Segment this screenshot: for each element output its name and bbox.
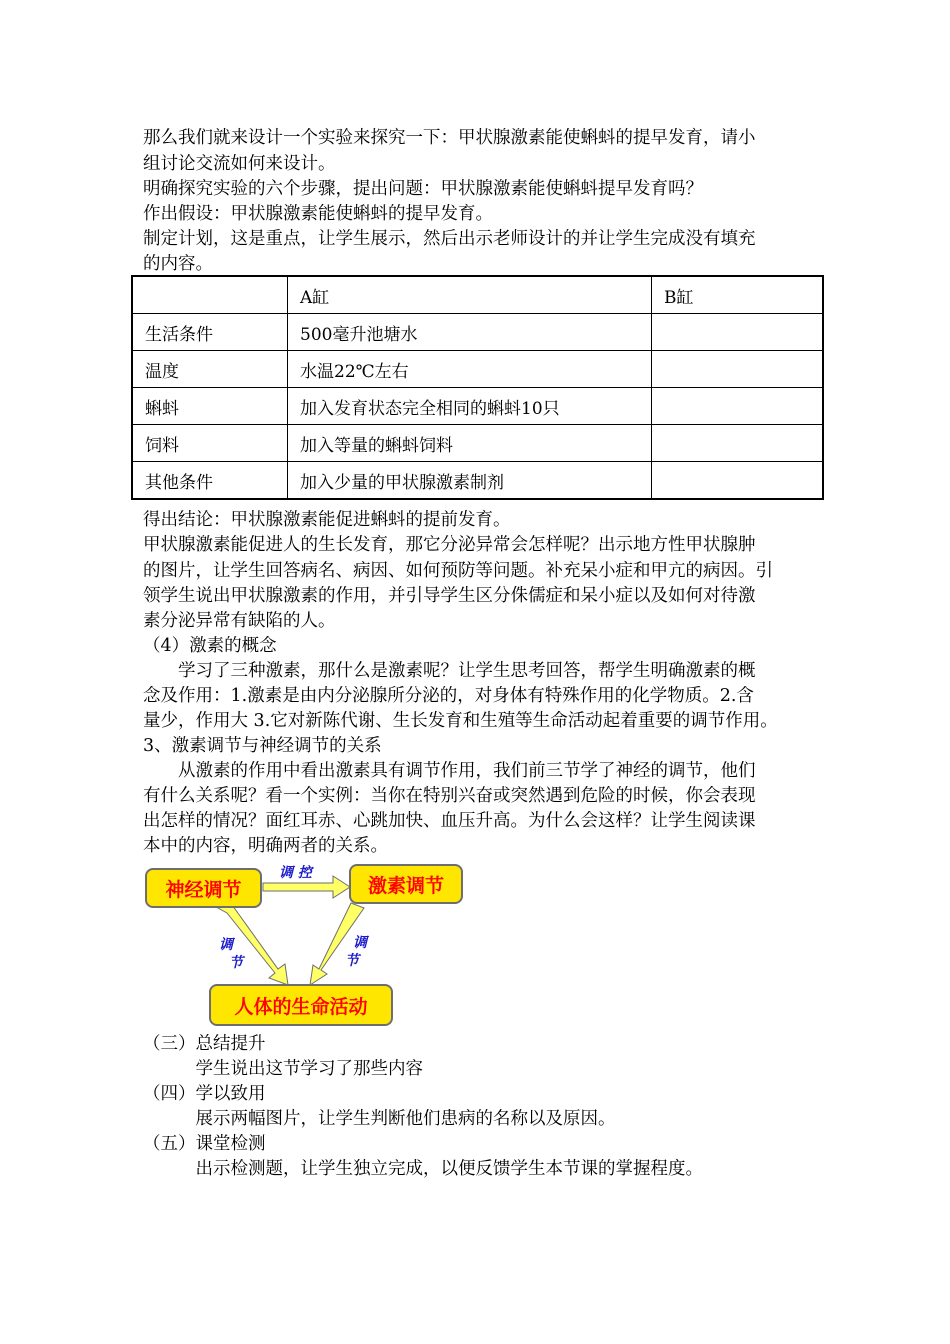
- section-heading: （4）激素的概念: [143, 636, 277, 656]
- table-cell: 加入少量的甲状腺激素制剂: [288, 462, 652, 500]
- text-line: 本中的内容，明确两者的关系。: [143, 836, 388, 856]
- table-row: [132, 388, 823, 425]
- box-hormone-regulation: 激素调节: [349, 864, 463, 904]
- table-cell: 蝌蚪: [132, 388, 288, 425]
- text-line: 那么我们就来设计一个实验来探究一下：甲状腺激素能使蝌蚪的提早发育，请小: [143, 128, 756, 148]
- table-cell: 加入等量的蝌蚪饲料: [288, 425, 652, 462]
- table-cell: 其他条件: [132, 462, 288, 500]
- table-cell: [652, 314, 824, 351]
- table-cell: [652, 351, 824, 388]
- text-line: 念及作用：1.激素是由内分泌腺所分泌的，对身体有特殊作用的化学物质。2.含: [143, 686, 754, 706]
- table-row: [132, 462, 823, 500]
- regulation-diagram: [143, 858, 483, 1033]
- experiment-table: [131, 275, 824, 500]
- box-life-activity: 人体的生命活动: [209, 984, 393, 1026]
- table-cell: [652, 388, 824, 425]
- section-heading: （五）课堂检测: [143, 1134, 266, 1154]
- table-cell: 500毫升池塘水: [288, 314, 652, 351]
- label-left-regulate-2: 节: [229, 955, 243, 971]
- text-line: 作出假设：甲状腺激素能使蝌蚪的提早发育。: [143, 204, 493, 224]
- table-row: [132, 425, 823, 462]
- text-line: 从激素的作用中看出激素具有调节作用，我们前三节学了神经的调节，他们: [143, 761, 756, 781]
- text-line: 制定计划，这是重点，让学生展示，然后出示老师设计的并让学生完成没有填充: [143, 229, 756, 249]
- label-left-regulate-1: 调: [219, 937, 233, 953]
- text-line: 量少，作用大 3.它对新陈代谢、生长发育和生殖等生命活动起着重要的调节作用。: [143, 711, 778, 731]
- text-line: 组讨论交流如何来设计。: [143, 154, 336, 174]
- table-cell: 水温22℃左右: [288, 351, 652, 388]
- label-right-regulate-1: 调: [353, 935, 367, 951]
- table-cell: [652, 425, 824, 462]
- box-nerve-regulation: 神经调节: [145, 868, 262, 908]
- text-line: 出示检测题，让学生独立完成，以便反馈学生本节课的掌握程度。: [143, 1159, 703, 1179]
- text-line: 甲状腺激素能促进人的生长发育，那它分泌异常会怎样呢？出示地方性甲状腺肿: [143, 535, 756, 555]
- text-line: 学习了三种激素，那什么是激素呢？让学生思考回答，帮学生明确激素的概: [143, 661, 756, 681]
- text-line: 出怎样的情况？面红耳赤、心跳加快、血压升高。为什么会这样？让学生阅读课: [143, 811, 756, 831]
- text-line: 的图片，让学生回答病名、病因、如何预防等问题。补充呆小症和甲亢的病因。引: [143, 561, 773, 581]
- text-line: 展示两幅图片，让学生判断他们患病的名称以及原因。: [143, 1109, 616, 1129]
- text-line: 领学生说出甲状腺激素的作用，并引导学生区分侏儒症和呆小症以及如何对待激: [143, 586, 756, 606]
- table-header-cell: B缸: [652, 276, 824, 314]
- table-row: [132, 314, 823, 351]
- table-cell: [652, 462, 824, 500]
- table-row: [132, 351, 823, 388]
- table-header-cell: A缸: [288, 276, 652, 314]
- section-heading: （三）总结提升: [143, 1034, 266, 1054]
- table-cell: 加入发育状态完全相同的蝌蚪10只: [288, 388, 652, 425]
- text-line: 得出结论：甲状腺激素能促进蝌蚪的提前发育。: [143, 510, 511, 530]
- text-line: 素分泌异常有缺陷的人。: [143, 611, 336, 631]
- label-control: 调 控: [279, 865, 312, 881]
- section-heading: 3、激素调节与神经调节的关系: [143, 736, 382, 756]
- table-cell: 饲料: [132, 425, 288, 462]
- label-right-regulate-2: 节: [345, 953, 359, 969]
- text-line: 的内容。: [143, 254, 213, 274]
- table-header-cell: [132, 276, 288, 314]
- table-cell: 生活条件: [132, 314, 288, 351]
- table-cell: 温度: [132, 351, 288, 388]
- section-heading: （四）学以致用: [143, 1084, 266, 1104]
- text-line: 学生说出这节学习了那些内容: [143, 1059, 423, 1079]
- table-header-row: [132, 276, 823, 314]
- text-line: 有什么关系呢？看一个实例：当你在特别兴奋或突然遇到危险的时候，你会表现: [143, 786, 756, 806]
- text-line: 明确探究实验的六个步骤，提出问题：甲状腺激素能使蝌蚪提早发育吗？: [143, 179, 703, 199]
